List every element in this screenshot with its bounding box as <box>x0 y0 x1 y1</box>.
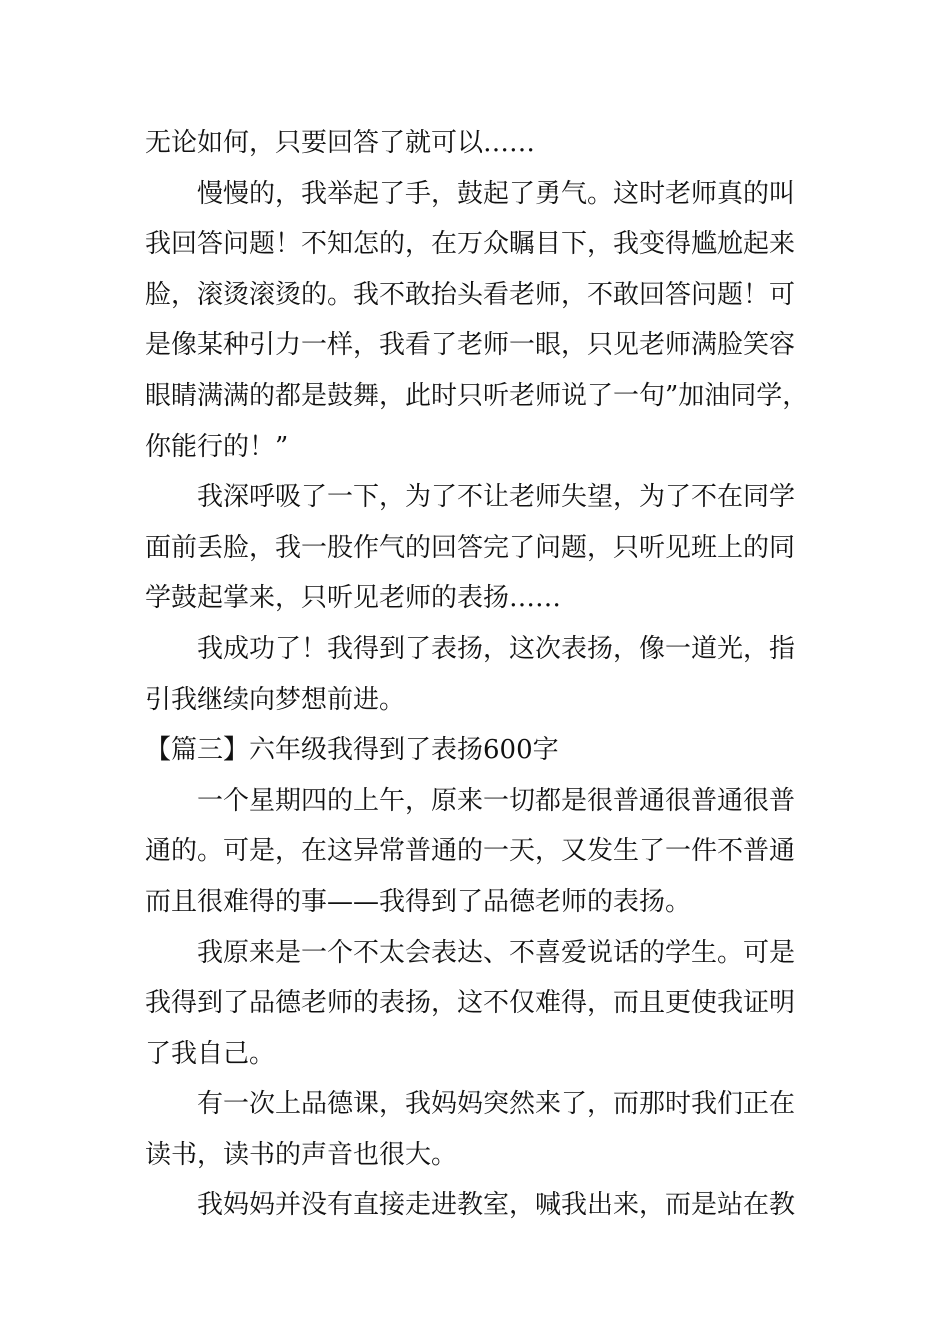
body-text <box>145 118 825 1231</box>
text-line: 眼睛满满的都是鼓舞，此时只听老师说了一句”加油同学， <box>145 380 809 411</box>
text-line: 脸，滚烫滚烫的。我不敢抬头看老师，不敢回答问题！可 <box>145 279 796 310</box>
paragraph-start-line: 我妈妈并没有直接走进教室，喊我出来，而是站在教 <box>197 1190 796 1221</box>
paragraph-start-line: 我成功了！我得到了表扬，这次表扬，像一道光，指 <box>197 633 796 664</box>
text-line: 了我自己。 <box>145 1038 276 1069</box>
paragraph-start-line: 一个星期四的上午，原来一切都是很普通很普通很普 <box>197 785 796 816</box>
text-line: 学鼓起掌来，只听见老师的表扬…… <box>145 583 562 614</box>
text-line: 我得到了品德老师的表扬，这不仅难得，而且更使我证明 <box>145 988 796 1019</box>
text-line: 而且很难得的事——我得到了品德老师的表扬。 <box>145 886 692 917</box>
paragraph-start-line: 慢慢的，我举起了手，鼓起了勇气。这时老师真的叫 <box>197 178 796 209</box>
text-line: 引我继续向梦想前进。 <box>145 684 406 715</box>
paragraph-start-line: 我原来是一个不太会表达、不喜爱说话的学生。可是 <box>197 937 796 968</box>
text-line: 是像某种引力一样，我看了老师一眼，只见老师满脸笑容 <box>145 330 796 361</box>
text-line: 通的。可是，在这异常普通的一天，又发生了一件不普通 <box>145 836 796 867</box>
paragraph-start-line: 有一次上品德课，我妈妈突然来了，而那时我们正在 <box>197 1089 796 1120</box>
section-heading: 【篇三】六年级我得到了表扬600字 <box>145 735 559 766</box>
text-line: 我回答问题！不知怎的，在万众瞩目下，我变得尴尬起来 <box>145 229 796 260</box>
text-line: 你能行的！” <box>145 431 289 462</box>
text-line: 面前丢脸，我一股作气的回答完了问题，只听见班上的同 <box>145 532 796 563</box>
paragraph-start-line: 我深呼吸了一下，为了不让老师失望，为了不在同学 <box>197 482 796 513</box>
text-line: 无论如何，只要回答了就可以…… <box>145 128 536 158</box>
text-line: 读书，读书的声音也很大。 <box>145 1139 458 1170</box>
